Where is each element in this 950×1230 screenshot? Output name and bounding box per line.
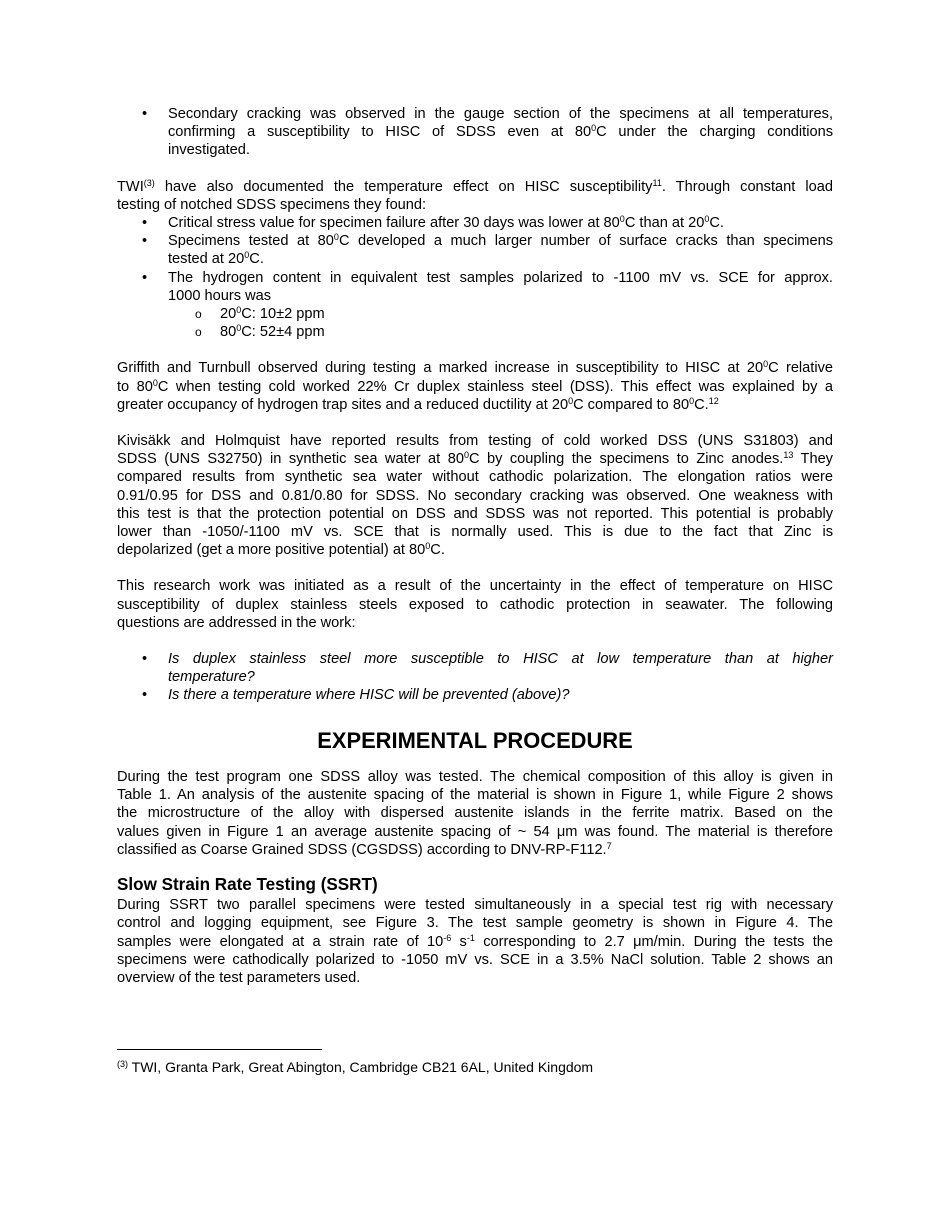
bullet-critical-stress: • Critical stress value for specimen failure after 30 days was lower at $80^0C$ than at $20^0C$. [142,214,724,232]
paragraph-test-program: During the test program one SDSS alloy was tested. The chemical composition of this alloy is given in Table 1. An analysis of the austenite spacing of the material is shown in Figure 1, while Figure 2 shows the microstructure of the alloy with dispersed austenite islands in the ferrite matrix. Based on the values given in Figure 1 an average austenite spacing of ~ 54 μm was found. The material is therefore classified as Coarse Grained SDSS (CGSDSS) according to DNV-RP-F112.$^7$ [117,768,833,858]
section-heading: EXPERIMENTAL PROCEDURE [317,727,633,753]
question-prevention-temperature: • Is there a temperature where HISC will be prevented (above)? [142,687,570,704]
paragraph-griffith-turnbull: Griffith and Turnbull observed during testing a marked increase in susceptibility to HISC at $20^0C$ relative to $80^0C$ when testing cold worked 22% Cr duplex stainless steel (DSS). This effect was explained by a greater occupancy of hydrogen trap sites and a reduced ductility at $20^0C$ compared to $80^0C.^{12}$ [117,359,833,413]
bullet-marker: • [142,106,148,122]
footnote-separator [117,1049,322,1050]
paragraph-research-motivation: This research work was initiated as a result of the uncertainty in the effect of temperature on HISC susceptibility of duplex stainless steels exposed to cathodic protection in seawater. The following questions are addressed in the work: [117,578,833,631]
bullet-surface-cracks: • Specimens tested at $80^0C$ developed a much larger number of surface cracks than specimens tested at $20^0C$. [142,232,833,268]
sub-bullet-20c: o $20^0C$: 10±2 ppm [195,305,325,323]
paragraph-ssrt: During SSRT two parallel specimens were tested simultaneously in a special test rig with necessary control and logging equipment, see Figure 3. The test sample geometry is shown in Figure 4. The samples were elongated at a strain rate of $10^{-6}$ $s^{-1}$ corresponding to 2.7 μm/min. During the tests the specimens were cathodically polarized to -1050 mV vs. SCE in a 3.5% NaCl solution. Table 2 shows an overview of the test parameters used. [117,897,833,986]
bullet-secondary-cracking: • Secondary cracking was observed in the gauge section of the specimens at all temperatures, confirming a susceptibility to HISC of SDSS even at $80^0C$ under the charging conditions investigated. [142,106,833,159]
sub-bullet-80c: o $80^0C$: 52±4 ppm [195,323,325,341]
footnote: $^{(3)}$ TWI, Granta Park, Great Abington, Cambridge CB21 6AL, United Kingdom [117,1059,594,1075]
paragraph-kivisakk-holmquist: Kivisäkk and Holmquist have reported results from testing of cold worked DSS (UNS S31803) and SDSS (UNS S32750) in synthetic sea water at $80^0C$ by coupling the specimens to Zinc anodes.$^{13}$ They compared results from synthetic sea water without cathodic polarization. The elongation ratios were 0.91/0.95 for DSS and 0.81/0.80 for SDSS. No secondary cracking was observed. One weakness with this test is that the protection potential on DSS and SDSS was not reported. This potential is probably lower than -1050/-1100 mV vs. SCE that is normally used. This is due to the fact that Zinc is depolarized (get a more positive potential) at $80^0C$. [117,433,833,559]
question-low-temperature: • Is duplex stainless steel more susceptible to HISC at low temperature than at higher temperature? [142,651,833,686]
page-body [117,105,833,987]
paragraph-twi: TWI$^{(3)}$ have also documented the temperature effect on HISC susceptibility$^{11}$. Through constant load testing of notched SDSS specimens they found: [117,177,833,213]
subsection-heading: Slow Strain Rate Testing (SSRT) [117,874,378,894]
bullet-hydrogen-content: • The hydrogen content in equivalent test samples polarized to -1100 mV vs. SCE for approx. 1000 hours was [142,269,833,304]
